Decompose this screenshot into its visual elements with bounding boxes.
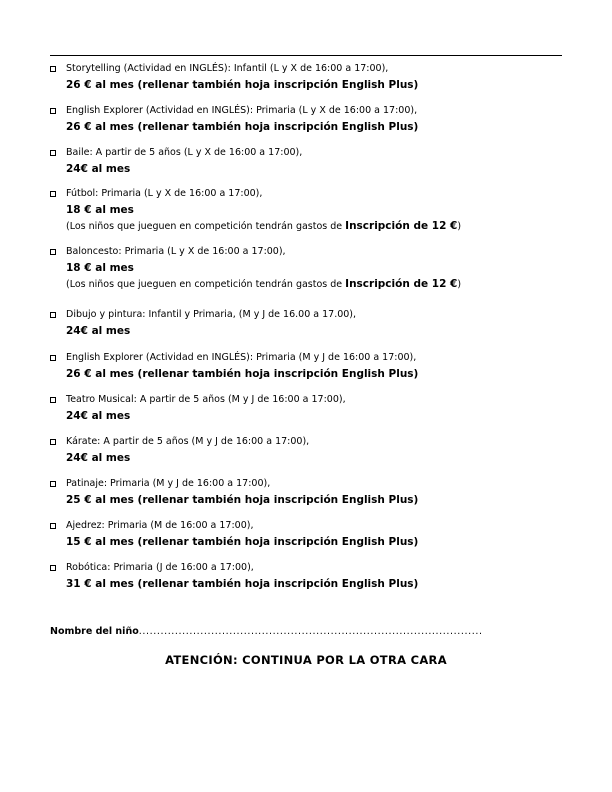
child-name-label: Nombre del niño [50, 626, 139, 637]
activity-price: 26 € al mes (rellenar también hoja inscripción English Plus) [66, 79, 419, 91]
activity-item [50, 307, 570, 339]
activity-price: 24€ al mes [66, 325, 131, 337]
activity-price: 25 € al mes (rellenar también hoja inscripción English Plus) [66, 494, 419, 506]
activity-item [50, 350, 570, 382]
activity-note [66, 276, 570, 293]
checkbox-square-icon[interactable] [50, 66, 56, 72]
activity-item [50, 145, 570, 177]
activity-item [50, 244, 570, 293]
activity-list [50, 61, 570, 592]
activity-item [50, 434, 570, 466]
checkbox-square-icon[interactable] [50, 439, 56, 445]
note-fee: Inscripción de 12 € [345, 278, 458, 290]
top-rule [50, 55, 562, 56]
activity-price: 24€ al mes [66, 452, 131, 464]
checkbox-square-icon[interactable] [50, 397, 56, 403]
activity-item [50, 103, 570, 135]
activity-note [66, 218, 570, 235]
activity-item [50, 518, 570, 550]
checkbox-square-icon[interactable] [50, 108, 56, 114]
activity-item [50, 186, 570, 235]
checkbox-square-icon[interactable] [50, 312, 56, 318]
child-name-dotted-line[interactable]: ............................................................................................... [138, 626, 483, 637]
activity-description: Fútbol: Primaria (L y X de 16:00 a 17:00), [66, 188, 263, 199]
note-end: ) [457, 279, 462, 290]
activity-description: English Explorer (Actividad en INGLÉS): Primaria (L y X de 16:00 a 17:00), [66, 105, 418, 116]
checkbox-square-icon[interactable] [50, 355, 56, 361]
note-end: ) [457, 221, 462, 232]
activity-description: Robótica: Primaria (J de 16:00 a 17:00), [66, 562, 254, 573]
note-text: (Los niños que jueguen en competición tendrán gastos de [66, 221, 346, 232]
activity-description: Ajedrez: Primaria (M de 16:00 a 17:00), [66, 520, 254, 531]
activity-price: 26 € al mes (rellenar también hoja inscripción English Plus) [66, 121, 419, 133]
checkbox-square-icon[interactable] [50, 191, 56, 197]
activity-price: 24€ al mes [66, 410, 131, 422]
checkbox-square-icon[interactable] [50, 150, 56, 156]
activity-description: Kárate: A partir de 5 años (M y J de 16:00 a 17:00), [66, 436, 310, 447]
note-text: (Los niños que jueguen en competición tendrán gastos de [66, 279, 346, 290]
checkbox-square-icon[interactable] [50, 523, 56, 529]
activity-price: 18 € al mes [66, 262, 134, 274]
activity-price: 26 € al mes (rellenar también hoja inscripción English Plus) [66, 368, 419, 380]
activity-description: Patinaje: Primaria (M y J de 16:00 a 17:00), [66, 478, 271, 489]
activity-description: Baile: A partir de 5 años (L y X de 16:00 a 17:00), [66, 147, 303, 158]
activity-description: Dibujo y pintura: Infantil y Primaria, (M y J de 16.00 a 17.00), [66, 309, 357, 320]
activity-price: 31 € al mes (rellenar también hoja inscripción English Plus) [66, 578, 419, 590]
activity-price: 18 € al mes [66, 204, 134, 216]
note-fee: Inscripción de 12 € [345, 220, 458, 232]
attention-notice: ATENCIÓN: CONTINUA POR LA OTRA CARA [165, 653, 447, 667]
child-name-field[interactable] [50, 626, 570, 637]
activity-item [50, 392, 570, 424]
activity-item [50, 61, 570, 93]
checkbox-square-icon[interactable] [50, 481, 56, 487]
activity-description: English Explorer (Actividad en INGLÉS): Primaria (M y J de 16:00 a 17:00), [66, 352, 417, 363]
checkbox-square-icon[interactable] [50, 565, 56, 571]
activity-description: Baloncesto: Primaria (L y X de 16:00 a 17:00), [66, 246, 286, 257]
activity-description: Teatro Musical: A partir de 5 años (M y J de 16:00 a 17:00), [66, 394, 346, 405]
activity-price: 24€ al mes [66, 163, 131, 175]
activity-price: 15 € al mes (rellenar también hoja inscripción English Plus) [66, 536, 419, 548]
activity-item [50, 476, 570, 508]
checkbox-square-icon[interactable] [50, 249, 56, 255]
activity-item [50, 560, 570, 592]
activity-description: Storytelling (Actividad en INGLÉS): Infantil (L y X de 16:00 a 17:00), [66, 63, 389, 74]
